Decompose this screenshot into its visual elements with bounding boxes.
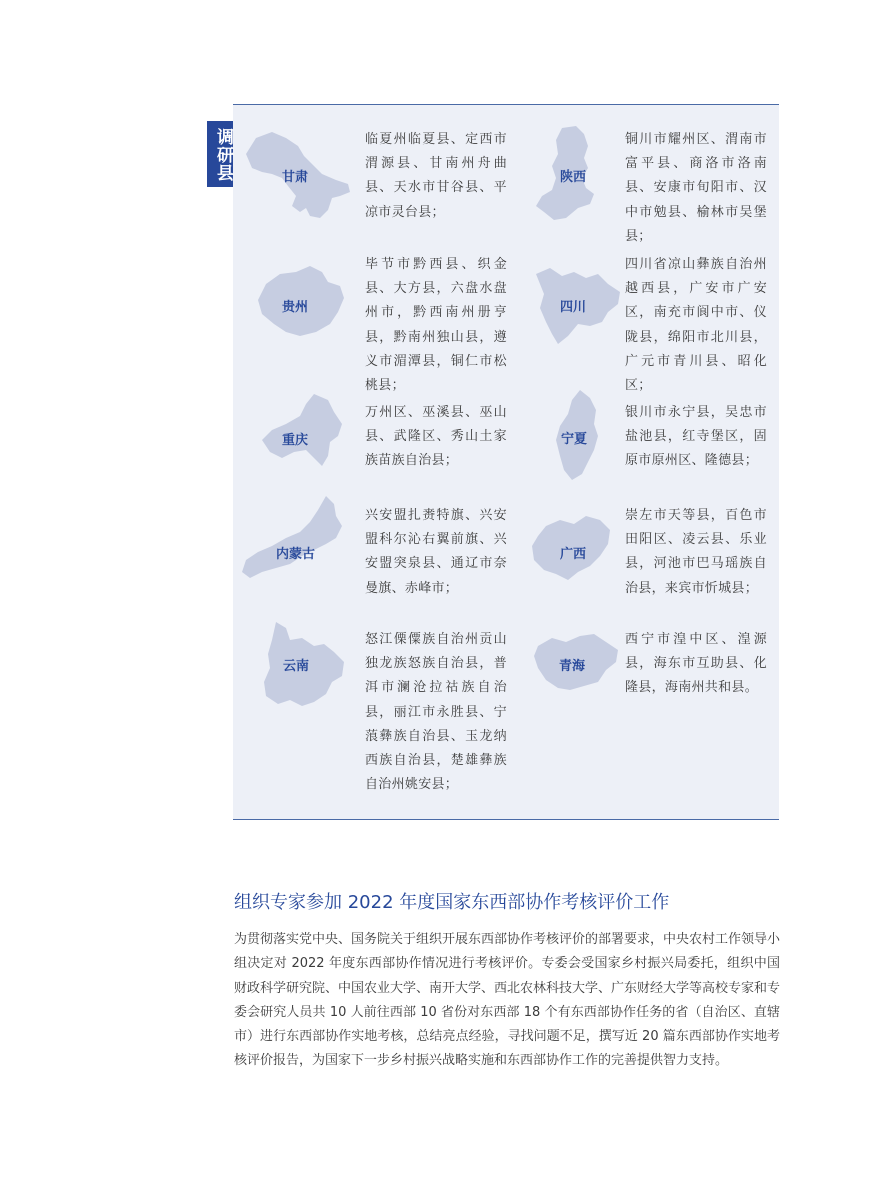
province-name: 陕西 <box>560 170 587 185</box>
province-name: 贵州 <box>282 300 309 315</box>
province-map-qinghai <box>532 630 622 696</box>
province-map-guizhou <box>252 262 348 342</box>
province-map-yunnan <box>258 618 350 710</box>
section-body: 为贯彻落实党中央、国务院关于组织开展东西部协作考核评价的部署要求，中央农村工作领导小组决定对 2022 年度东西部协作情况进行考核评价。专委会受国家乡村振兴局委托，组织中国财政科学研究院、中国农业大学、南开大学、西北农林科技大学、广东财经大学等高校专家和专委会研究人员共 10 人前往西部 10 省份对东西部 18 个有东西部协作任务的省（自治区、直辖市）进行东西部协作实地考核，总结亮点经验，寻找问题不足，撰写近 20 篇东西部协作实地考核评价报告，为国家下一步乡村振兴战略实施和东西部协作工作的完善提供智力支持。 <box>234 932 781 1069</box>
province-name: 青海 <box>559 659 586 674</box>
province-name: 内蒙古 <box>276 547 316 562</box>
province-desc: 崇左市天等县，百色市田阳区、凌云县、乐业县，河池市巴马瑶族自治县，来宾市忻城县； <box>625 508 767 596</box>
province-desc: 临夏州临夏县、定西市渭源县、甘南州舟曲县、天水市甘谷县、平凉市灵台县； <box>365 132 507 220</box>
province-map-guangxi <box>528 512 616 584</box>
province-desc: 四川省凉山彝族自治州越西县，广安市广安区，南充市阆中市、仪陇县，绵阳市北川县，广元市青川县、昭化区； <box>625 257 767 394</box>
province-desc: 毕节市黔西县、织金县、大方县，六盘水盘州市，黔西南州册亨县，黔南州独山县，遵义市湄潭县，铜仁市松桃县； <box>365 257 507 394</box>
side-label: 调研县 <box>207 121 233 187</box>
neimenggu-map-icon <box>238 494 348 584</box>
province-desc: 西宁市湟中区、湟源县，海东市互助县、化隆县，海南州共和县。 <box>625 632 767 696</box>
province-desc: 兴安盟扎赉特旗、兴安盟科尔沁右翼前旗、兴安盟突泉县、通辽市奈曼旗、赤峰市； <box>365 508 507 596</box>
province-name: 宁夏 <box>561 432 588 447</box>
province-desc: 万州区、巫溪县、巫山县、武隆区、秀山土家族苗族自治县； <box>365 405 507 469</box>
province-name: 广西 <box>560 547 587 562</box>
section-title: 组织专家参加 2022 年度国家东西部协作考核评价工作 <box>234 892 670 913</box>
province-map-neimenggu <box>238 494 348 584</box>
province-name: 甘肃 <box>282 170 309 185</box>
province-map-chongqing <box>258 392 346 470</box>
province-name: 云南 <box>283 659 310 674</box>
province-desc: 银川市永宁县，吴忠市盐池县，红寺堡区，固原市原州区、隆德县； <box>625 405 767 469</box>
province-desc: 怒江傈僳族自治州贡山独龙族怒族自治县，普洱市澜沧拉祜族自治县，丽江市永胜县、宁蒗彝族自治县、玉龙纳西族自治县，楚雄彝族自治州姚安县； <box>365 632 507 793</box>
province-name: 重庆 <box>282 433 309 448</box>
province-name: 四川 <box>560 300 587 315</box>
province-map-shaanxi <box>532 124 614 224</box>
province-desc: 铜川市耀州区、渭南市富平县、商洛市洛南县、安康市旬阳市、汉中市勉县、榆林市吴堡县； <box>625 132 767 244</box>
province-map-ningxia <box>550 388 606 484</box>
province-map-sichuan <box>532 264 624 348</box>
province-map-gansu <box>242 126 354 222</box>
